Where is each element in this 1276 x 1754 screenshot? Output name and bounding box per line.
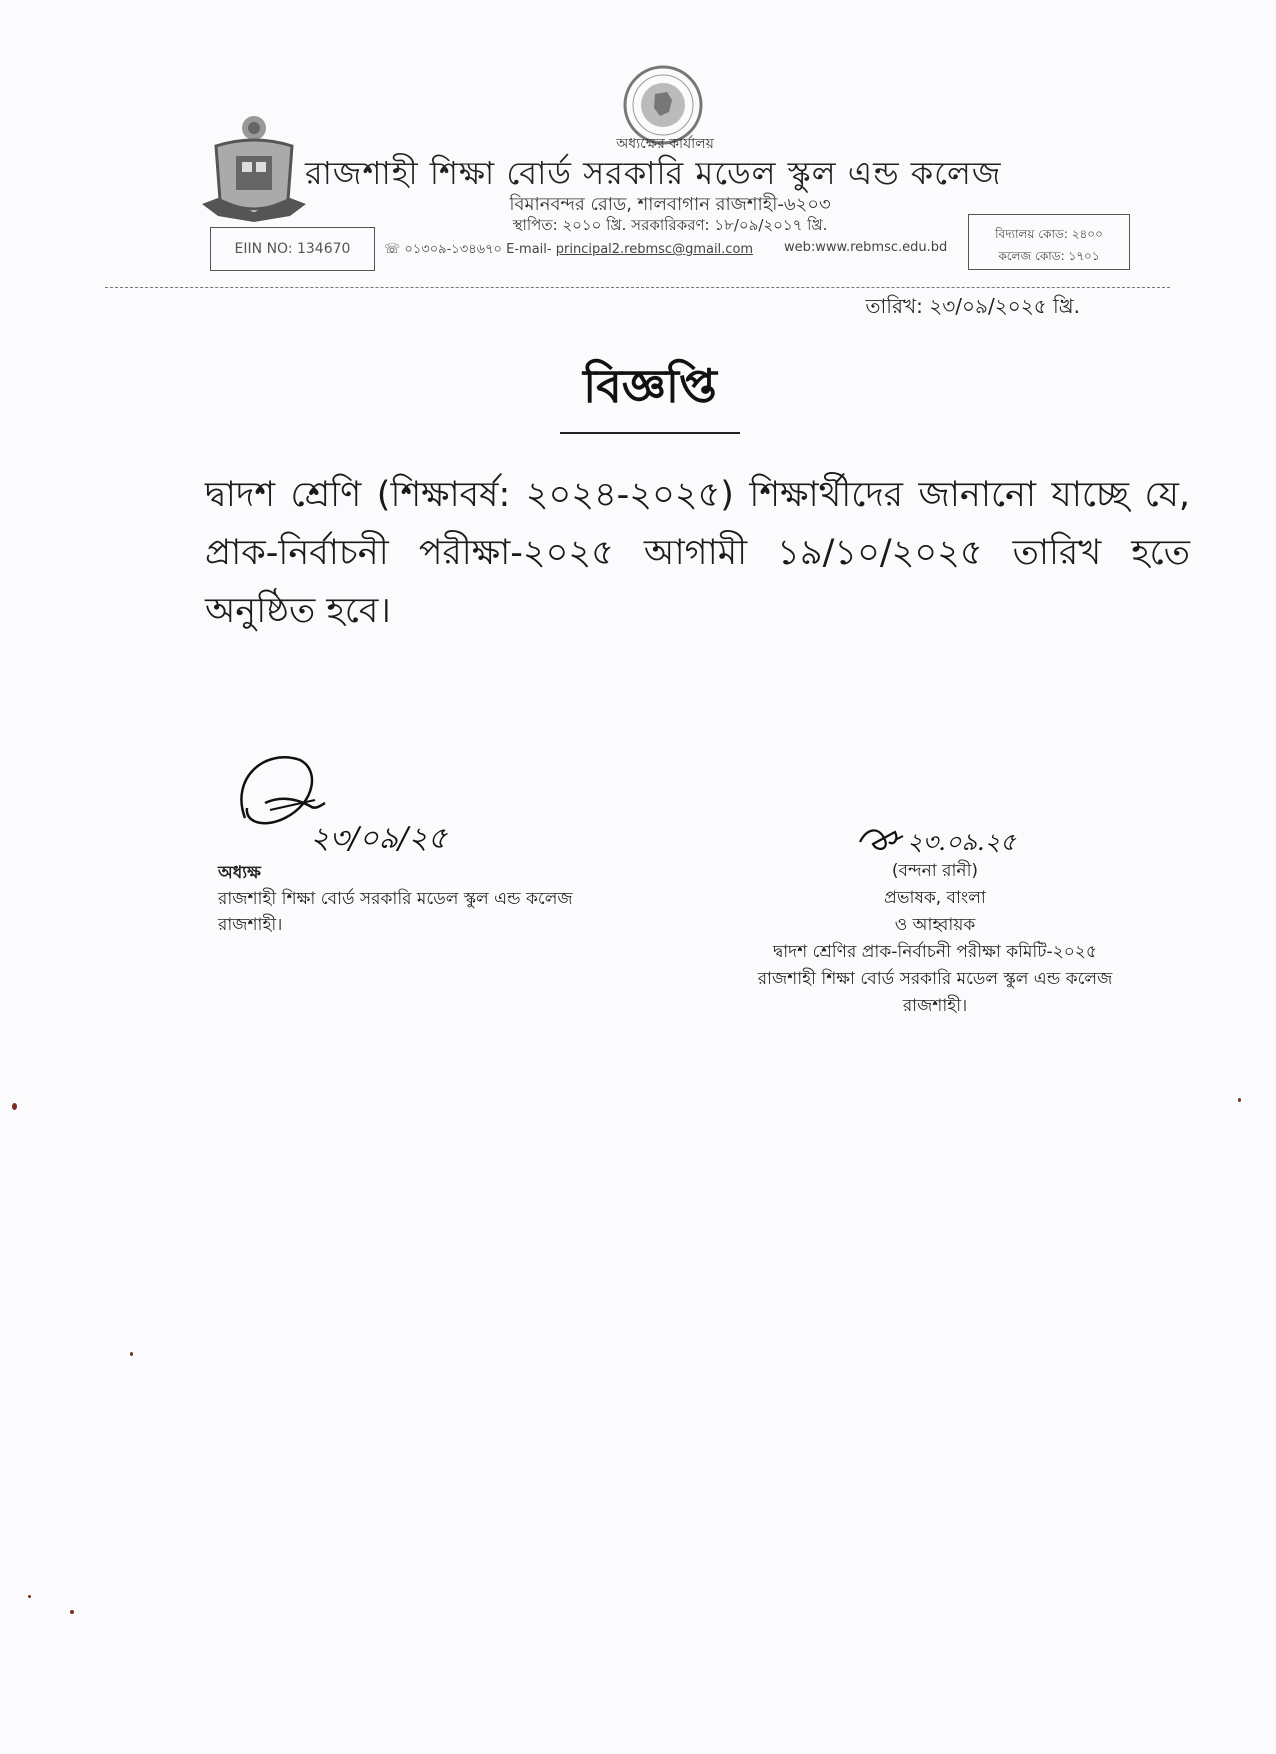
establishment-info: স্থাপিত: ২০১০ খ্রি. সরকারিকরণ: ১৮/০৯/২০১৭ খ্রি. — [512, 216, 828, 234]
scan-speck — [1238, 1098, 1241, 1102]
office-label: অধ্যক্ষের কার্যালয় — [616, 136, 714, 152]
principal-signatory — [218, 860, 638, 938]
scan-speck — [130, 1352, 133, 1356]
phone-number: ☏ ০১৩০৯-১৩৪৬৭০ — [384, 242, 502, 257]
scan-speck — [12, 1103, 17, 1110]
notice-date: তারিখ: ২৩/০৯/২০২৫ খ্রি. — [865, 294, 1080, 318]
school-code: বিদ্যালয় কোড: ২৪০০ — [995, 227, 1103, 241]
scan-speck — [70, 1610, 74, 1614]
institution-crest-icon — [198, 108, 310, 226]
convener-city: রাজশাহী। — [902, 996, 968, 1016]
contact-line — [384, 240, 954, 261]
convener-institution: রাজশাহী শিক্ষা বোর্ড সরকারি মডেল স্কুল এন্ড কলেজ — [757, 969, 1113, 989]
principal-designation: অধ্যক্ষ — [218, 863, 261, 883]
email-link[interactable]: principal2.rebmsc@gmail.com — [555, 242, 754, 257]
convener-role: ও আহ্বায়ক — [894, 915, 976, 935]
convener-name: (বন্দনা রানী) — [891, 861, 979, 881]
convener-signatory — [700, 858, 1170, 1020]
convener-designation: প্রভাষক, বাংলা — [884, 888, 986, 908]
institution-codes-box — [968, 214, 1130, 270]
convener-signature-date: ২৩.০৯.২৫ — [907, 828, 1016, 856]
eiin-box: EIIN NO: 134670 — [210, 227, 375, 271]
header-divider — [105, 287, 1170, 288]
principal-city: রাজশাহী। — [218, 915, 283, 935]
institution-name: রাজশাহী শিক্ষা বোর্ড সরকারি মডেল স্কুল এন্ড কলেজ — [305, 154, 1002, 192]
principal-signature-date: ২৩/০৯/২৫ — [310, 821, 448, 856]
website-link[interactable]: web:www.rebmsc.edu.bd — [784, 240, 948, 255]
college-code: কলেজ কোড: ১৭০১ — [998, 249, 1100, 263]
notice-body: দ্বাদশ শ্রেণি (শিক্ষাবর্ষ: ২০২৪-২০২৫) শিক্ষার্থীদের জানানো যাচ্ছে যে, প্রাক-নির্বাচনী পরীক্ষা-২০২৫ আগামী ১৯/১০/২০২৫ তারিখ হতে অনুষ্ঠিত হবে। — [205, 475, 1190, 631]
committee-name: দ্বাদশ শ্রেণির প্রাক-নির্বাচনী পরীক্ষা কমিটি-২০২৫ — [773, 942, 1097, 962]
principal-signature — [225, 748, 495, 868]
principal-institution: রাজশাহী শিক্ষা বোর্ড সরকারি মডেল স্কুল এন্ড কলেজ — [218, 889, 573, 909]
scan-speck — [28, 1595, 31, 1598]
email-label: E-mail- — [506, 242, 552, 257]
institution-address: বিমানবন্দর রোড, শালবাগান রাজশাহী-৬২০৩ — [509, 194, 831, 215]
notice-title: বিজ্ঞপ্তি — [560, 352, 740, 434]
